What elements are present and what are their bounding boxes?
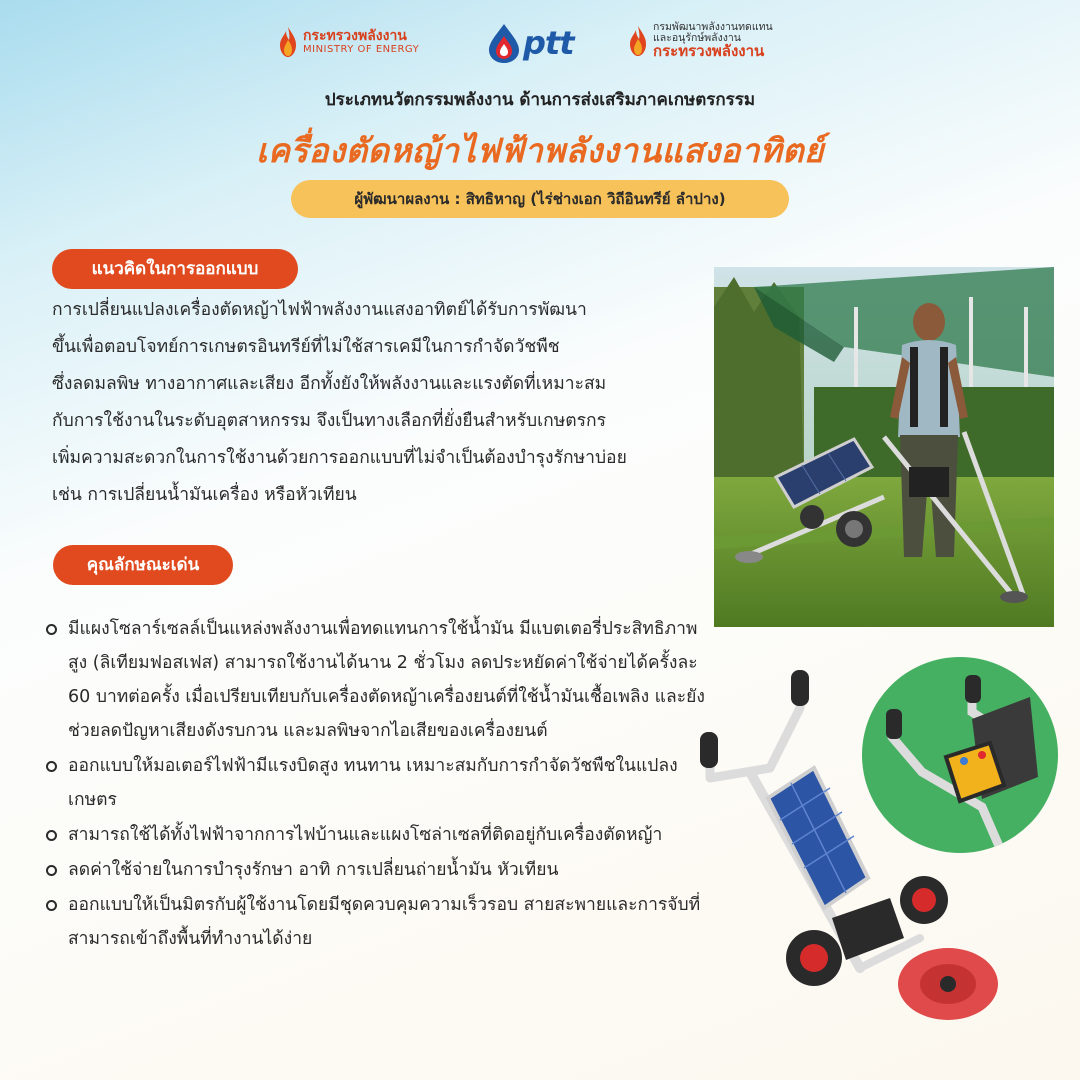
concept-heading: แนวคิดในการออกแบบ: [52, 249, 298, 289]
feature-item: [46, 612, 706, 748]
feature-item: [46, 818, 706, 852]
concept-line: การเปลี่ยนแปลงเครื่องตัดหญ้าไฟฟ้าพลังงานแสงอาทิตย์ได้รับการพัฒนา: [52, 300, 587, 320]
bullet-circle-icon: [46, 830, 57, 841]
farmer-with-mower-photo: [714, 267, 1054, 627]
feature-text: สามารถใช้ได้ทั้งไฟฟ้าจากการไฟบ้านและแผงโซล่าเซลที่ติดอยู่กับเครื่องตัดหญ้า: [68, 825, 663, 845]
flame-icon: [628, 25, 648, 57]
feature-item: [46, 749, 706, 817]
concept-line: กับการใช้งานในระดับอุตสาหกรรม จึงเป็นทางเลือกที่ยั่งยืนสำหรับเกษตรกร: [52, 411, 607, 431]
category-heading: ประเภทนวัตกรรมพลังงาน ด้านการส่งเสริมภาคเกษตรกรรม: [324, 90, 756, 110]
bullet-circle-icon: [46, 624, 57, 635]
dede-name-line1: กรมพัฒนาพลังงานทดแทน: [653, 21, 773, 33]
moe-thai-name: กระทรวงพลังงาน: [303, 28, 407, 44]
feature-text: ออกแบบให้เป็นมิตรกับผู้ใช้งานโดยมีชุดควบคุมความเร็วรอบ สายสะพายและการจับที่สามารถเข้าถึงพื้นที่ทำงานได้ง่าย: [68, 895, 701, 949]
features-list: [46, 612, 706, 956]
concept-line: เพิ่มความสะดวกในการใช้งานด้วยการออกแบบที่ไม่จำเป็นต้องบำรุงรักษาบ่อย: [52, 448, 627, 468]
bullet-circle-icon: [46, 900, 57, 911]
lawn-mower-icon: [690, 668, 1010, 1038]
moe-english-name: MINISTRY OF ENERGY: [303, 44, 420, 55]
concept-line: เช่น การเปลี่ยนน้ำมันเครื่อง หรือหัวเทียน: [52, 485, 357, 505]
mower-illustration: [690, 668, 1010, 1038]
page-title: เครื่องตัดหญ้าไฟฟ้าพลังงานแสงอาทิตย์: [256, 131, 824, 170]
dede-name-line3: กระทรวงพลังงาน: [653, 42, 765, 61]
concept-paragraph: [52, 292, 720, 514]
dede-logo: [628, 22, 773, 60]
developer-banner: ผู้พัฒนาผลงาน : สิทธิหาญ (ไร่ช่างเอก วิถีอินทรีย์ ลำปาง): [291, 180, 789, 218]
feature-item: [46, 853, 706, 887]
ptt-wordmark: ptt: [523, 24, 574, 62]
bullet-circle-icon: [46, 865, 57, 876]
photo-scene: [714, 267, 1054, 627]
feature-text: ลดค่าใช้จ่ายในการบำรุงรักษา อาทิ การเปลี่ยนถ่ายน้ำมัน หัวเทียน: [68, 860, 559, 880]
feature-text: มีแผงโซลาร์เซลล์เป็นแหล่งพลังงานเพื่อทดแทนการใช้น้ำมัน มีแบตเตอรี่ประสิทธิภาพสูง (ลิเทียมฟอสเฟส) สามารถใช้งานได้นาน 2 ชั่วโมง ลดประหยัดค่าใช้จ่ายได้ครั้งละ 60 บาทต่อครั้ง เมื่อเปรียบเทียบกับเครื่องตัดหญ้าเครื่องยนต์ที่ใช้น้ำมันเชื้อเพลิง และยังช่วยลดปัญหาเสียงดังรบกวน และมลพิษจากไอเสียของเครื่องยนต์: [68, 619, 705, 741]
bullet-circle-icon: [46, 761, 57, 772]
flame-icon: [278, 26, 298, 58]
logo-bar: [0, 20, 1080, 70]
feature-item: [46, 888, 706, 956]
ptt-logo: [487, 22, 574, 64]
features-heading: คุณลักษณะเด่น: [53, 545, 233, 585]
ministry-of-energy-logo: [278, 26, 419, 58]
concept-line: ขึ้นเพื่อตอบโจทย์การเกษตรอินทรีย์ที่ไม่ใช้สารเคมีในการกำจัดวัชพืช: [52, 337, 560, 357]
dede-name-line2: และอนุรักษ์พลังงาน: [653, 32, 741, 45]
concept-line: ซึ่งลดมลพิษ ทางอากาศและเสียง อีกทั้งยังให้พลังงานและแรงตัดที่เหมาะสม: [52, 374, 607, 394]
feature-text: ออกแบบให้มอเตอร์ไฟฟ้ามีแรงบิดสูง ทนทาน เหมาะสมกับการกำจัดวัชพืชในแปลงเกษตร: [68, 756, 678, 810]
ptt-drop-icon: [487, 22, 521, 64]
